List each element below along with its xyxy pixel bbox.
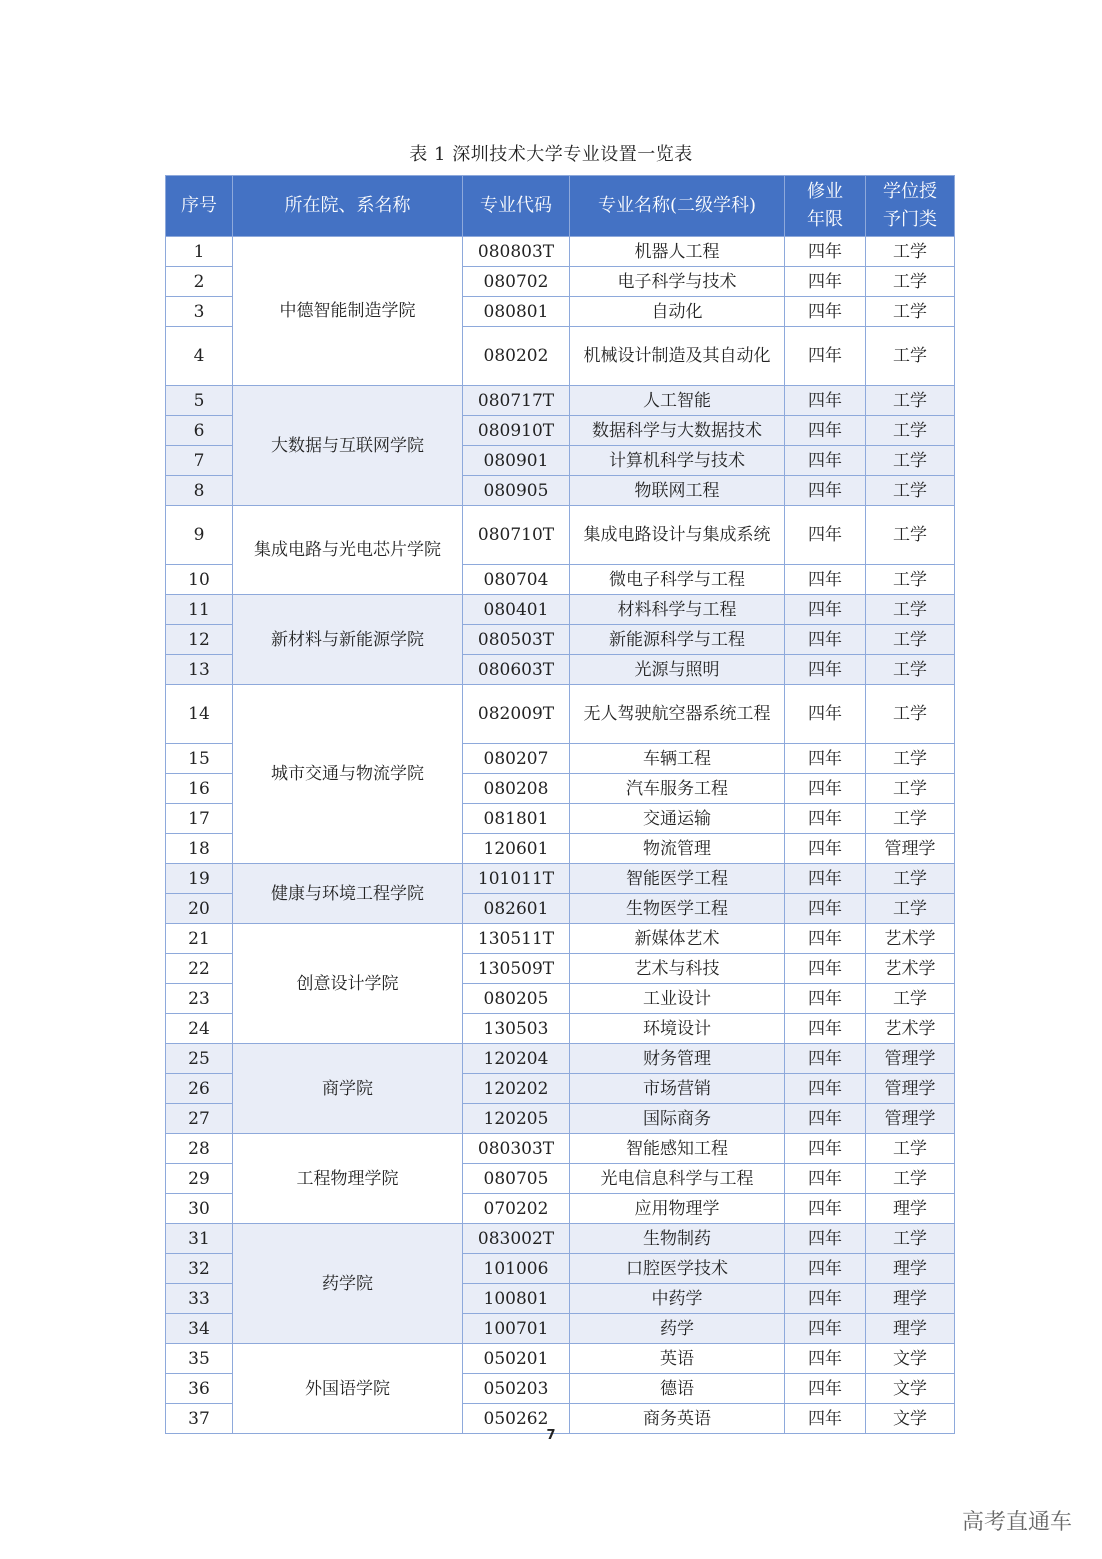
cell-major: 材料科学与工程: [570, 595, 785, 625]
cell-major: 国际商务: [570, 1104, 785, 1134]
cell-no: 30: [166, 1194, 233, 1224]
table-row: [166, 1044, 955, 1074]
header-no: 序号: [166, 176, 233, 237]
cell-no: 17: [166, 804, 233, 834]
cell-code: 120205: [463, 1104, 570, 1134]
cell-no: 29: [166, 1164, 233, 1194]
cell-no: 24: [166, 1014, 233, 1044]
cell-duration: 四年: [785, 685, 866, 744]
cell-duration: 四年: [785, 894, 866, 924]
cell-duration: 四年: [785, 416, 866, 446]
cell-major: 英语: [570, 1344, 785, 1374]
cell-major: 生物医学工程: [570, 894, 785, 924]
cell-duration: 四年: [785, 595, 866, 625]
cell-duration: 四年: [785, 924, 866, 954]
table-row: [166, 685, 955, 744]
cell-code: 101006: [463, 1254, 570, 1284]
header-duration: 修业年限: [785, 176, 866, 237]
cell-no: 28: [166, 1134, 233, 1164]
cell-degree: 文学: [866, 1374, 955, 1404]
table-row: [166, 864, 955, 894]
cell-major: 集成电路设计与集成系统: [570, 506, 785, 565]
cell-no: 33: [166, 1284, 233, 1314]
cell-college: 中德智能制造学院: [233, 237, 463, 386]
cell-degree: 工学: [866, 984, 955, 1014]
cell-major: 自动化: [570, 297, 785, 327]
cell-no: 31: [166, 1224, 233, 1254]
header-degree: 学位授予门类: [866, 176, 955, 237]
cell-college: 工程物理学院: [233, 1134, 463, 1224]
cell-degree: 工学: [866, 237, 955, 267]
cell-college: 药学院: [233, 1224, 463, 1344]
cell-no: 23: [166, 984, 233, 1014]
cell-duration: 四年: [785, 506, 866, 565]
table-row: [166, 924, 955, 954]
cell-no: 5: [166, 386, 233, 416]
cell-no: 26: [166, 1074, 233, 1104]
table-body: [166, 237, 955, 1434]
cell-code: 080208: [463, 774, 570, 804]
cell-duration: 四年: [785, 1104, 866, 1134]
cell-degree: 工学: [866, 864, 955, 894]
cell-degree: 艺术学: [866, 1014, 955, 1044]
cell-major: 智能医学工程: [570, 864, 785, 894]
cell-degree: 理学: [866, 1284, 955, 1314]
table-row: [166, 595, 955, 625]
cell-degree: 工学: [866, 1164, 955, 1194]
cell-duration: 四年: [785, 655, 866, 685]
cell-major: 微电子科学与工程: [570, 565, 785, 595]
cell-degree: 工学: [866, 774, 955, 804]
cell-duration: 四年: [785, 984, 866, 1014]
cell-no: 34: [166, 1314, 233, 1344]
cell-no: 21: [166, 924, 233, 954]
table-header-row: [166, 176, 955, 237]
table-row: [166, 386, 955, 416]
cell-no: 16: [166, 774, 233, 804]
cell-no: 9: [166, 506, 233, 565]
table-caption: 表 1 深圳技术大学专业设置一览表: [409, 144, 693, 165]
cell-duration: 四年: [785, 1284, 866, 1314]
cell-degree: 理学: [866, 1194, 955, 1224]
cell-no: 2: [166, 267, 233, 297]
cell-degree: 工学: [866, 267, 955, 297]
cell-no: 19: [166, 864, 233, 894]
cell-code: 080202: [463, 327, 570, 386]
cell-code: 080710T: [463, 506, 570, 565]
cell-college: 新材料与新能源学院: [233, 595, 463, 685]
cell-degree: 工学: [866, 506, 955, 565]
cell-college: 大数据与互联网学院: [233, 386, 463, 506]
cell-degree: 理学: [866, 1254, 955, 1284]
cell-duration: 四年: [785, 1344, 866, 1374]
cell-major: 机械设计制造及其自动化: [570, 327, 785, 386]
cell-no: 10: [166, 565, 233, 595]
cell-no: 14: [166, 685, 233, 744]
cell-duration: 四年: [785, 834, 866, 864]
cell-major: 物联网工程: [570, 476, 785, 506]
cell-code: 080401: [463, 595, 570, 625]
cell-college: 商学院: [233, 1044, 463, 1134]
cell-degree: 工学: [866, 297, 955, 327]
cell-duration: 四年: [785, 625, 866, 655]
cell-major: 数据科学与大数据技术: [570, 416, 785, 446]
cell-major: 无人驾驶航空器系统工程: [570, 685, 785, 744]
cell-code: 120601: [463, 834, 570, 864]
cell-no: 1: [166, 237, 233, 267]
cell-major: 药学: [570, 1314, 785, 1344]
cell-code: 080207: [463, 744, 570, 774]
cell-degree: 工学: [866, 595, 955, 625]
cell-code: 080803T: [463, 237, 570, 267]
cell-major: 艺术与科技: [570, 954, 785, 984]
cell-code: 100701: [463, 1314, 570, 1344]
cell-code: 080901: [463, 446, 570, 476]
cell-degree: 工学: [866, 565, 955, 595]
watermark: 高考直通车: [961, 1510, 1072, 1535]
cell-major: 汽车服务工程: [570, 774, 785, 804]
cell-code: 080205: [463, 984, 570, 1014]
cell-code: 080704: [463, 565, 570, 595]
cell-code: 080603T: [463, 655, 570, 685]
header-college: 所在院、系名称: [233, 176, 463, 237]
cell-no: 18: [166, 834, 233, 864]
cell-degree: 文学: [866, 1404, 955, 1434]
cell-degree: 工学: [866, 476, 955, 506]
cell-code: 130503: [463, 1014, 570, 1044]
cell-code: 080905: [463, 476, 570, 506]
cell-major: 商务英语: [570, 1404, 785, 1434]
cell-major: 物流管理: [570, 834, 785, 864]
cell-no: 27: [166, 1104, 233, 1134]
cell-no: 12: [166, 625, 233, 655]
cell-college: 集成电路与光电芯片学院: [233, 506, 463, 595]
cell-no: 25: [166, 1044, 233, 1074]
cell-code: 050203: [463, 1374, 570, 1404]
cell-major: 中药学: [570, 1284, 785, 1314]
cell-duration: 四年: [785, 864, 866, 894]
table-row: [166, 506, 955, 565]
cell-major: 人工智能: [570, 386, 785, 416]
cell-duration: 四年: [785, 1314, 866, 1344]
cell-degree: 管理学: [866, 834, 955, 864]
cell-major: 环境设计: [570, 1014, 785, 1044]
cell-degree: 工学: [866, 625, 955, 655]
table-row: [166, 237, 955, 267]
cell-major: 德语: [570, 1374, 785, 1404]
cell-code: 120202: [463, 1074, 570, 1104]
table-row: [166, 1344, 955, 1374]
cell-no: 4: [166, 327, 233, 386]
cell-no: 13: [166, 655, 233, 685]
cell-degree: 工学: [866, 894, 955, 924]
cell-duration: 四年: [785, 1374, 866, 1404]
page-number: 7: [546, 1428, 556, 1443]
cell-college: 外国语学院: [233, 1344, 463, 1434]
cell-code: 082601: [463, 894, 570, 924]
cell-degree: 文学: [866, 1344, 955, 1374]
cell-code: 070202: [463, 1194, 570, 1224]
cell-duration: 四年: [785, 446, 866, 476]
cell-degree: 工学: [866, 1224, 955, 1254]
cell-no: 35: [166, 1344, 233, 1374]
cell-duration: 四年: [785, 744, 866, 774]
cell-duration: 四年: [785, 1254, 866, 1284]
cell-duration: 四年: [785, 476, 866, 506]
cell-college: 城市交通与物流学院: [233, 685, 463, 864]
cell-code: 080717T: [463, 386, 570, 416]
cell-duration: 四年: [785, 1044, 866, 1074]
cell-degree: 工学: [866, 685, 955, 744]
cell-degree: 工学: [866, 655, 955, 685]
cell-code: 080503T: [463, 625, 570, 655]
cell-code: 050201: [463, 1344, 570, 1374]
majors-table: [165, 175, 955, 1434]
cell-duration: 四年: [785, 327, 866, 386]
cell-degree: 工学: [866, 744, 955, 774]
cell-major: 财务管理: [570, 1044, 785, 1074]
cell-no: 36: [166, 1374, 233, 1404]
cell-degree: 工学: [866, 446, 955, 476]
cell-code: 083002T: [463, 1224, 570, 1254]
cell-degree: 理学: [866, 1314, 955, 1344]
cell-no: 32: [166, 1254, 233, 1284]
cell-duration: 四年: [785, 1224, 866, 1254]
cell-no: 7: [166, 446, 233, 476]
cell-duration: 四年: [785, 565, 866, 595]
cell-code: 050262: [463, 1404, 570, 1434]
cell-duration: 四年: [785, 386, 866, 416]
cell-no: 6: [166, 416, 233, 446]
cell-duration: 四年: [785, 237, 866, 267]
cell-degree: 管理学: [866, 1104, 955, 1134]
cell-degree: 艺术学: [866, 954, 955, 984]
cell-duration: 四年: [785, 1134, 866, 1164]
cell-major: 电子科学与技术: [570, 267, 785, 297]
cell-degree: 艺术学: [866, 924, 955, 954]
cell-major: 口腔医学技术: [570, 1254, 785, 1284]
cell-degree: 工学: [866, 386, 955, 416]
cell-no: 37: [166, 1404, 233, 1434]
cell-major: 智能感知工程: [570, 1134, 785, 1164]
cell-code: 101011T: [463, 864, 570, 894]
cell-college: 健康与环境工程学院: [233, 864, 463, 924]
cell-duration: 四年: [785, 1194, 866, 1224]
cell-duration: 四年: [785, 804, 866, 834]
cell-major: 光电信息科学与工程: [570, 1164, 785, 1194]
cell-duration: 四年: [785, 1074, 866, 1104]
cell-major: 车辆工程: [570, 744, 785, 774]
cell-degree: 工学: [866, 804, 955, 834]
cell-major: 生物制药: [570, 1224, 785, 1254]
cell-degree: 工学: [866, 416, 955, 446]
cell-duration: 四年: [785, 297, 866, 327]
cell-code: 080910T: [463, 416, 570, 446]
cell-no: 22: [166, 954, 233, 984]
cell-major: 市场营销: [570, 1074, 785, 1104]
cell-major: 交通运输: [570, 804, 785, 834]
cell-degree: 工学: [866, 327, 955, 386]
cell-degree: 管理学: [866, 1074, 955, 1104]
cell-major: 新媒体艺术: [570, 924, 785, 954]
header-major: 专业名称(二级学科): [570, 176, 785, 237]
table-row: [166, 1134, 955, 1164]
cell-duration: 四年: [785, 954, 866, 984]
cell-major: 应用物理学: [570, 1194, 785, 1224]
cell-college: 创意设计学院: [233, 924, 463, 1044]
cell-code: 130509T: [463, 954, 570, 984]
cell-major: 光源与照明: [570, 655, 785, 685]
cell-degree: 工学: [866, 1134, 955, 1164]
cell-code: 081801: [463, 804, 570, 834]
cell-code: 080705: [463, 1164, 570, 1194]
cell-code: 120204: [463, 1044, 570, 1074]
cell-duration: 四年: [785, 1164, 866, 1194]
header-code: 专业代码: [463, 176, 570, 237]
cell-duration: 四年: [785, 774, 866, 804]
cell-major: 新能源科学与工程: [570, 625, 785, 655]
cell-degree: 管理学: [866, 1044, 955, 1074]
cell-major: 计算机科学与技术: [570, 446, 785, 476]
cell-no: 8: [166, 476, 233, 506]
table-row: [166, 1224, 955, 1254]
cell-duration: 四年: [785, 1014, 866, 1044]
cell-major: 工业设计: [570, 984, 785, 1014]
cell-no: 20: [166, 894, 233, 924]
cell-no: 15: [166, 744, 233, 774]
cell-no: 11: [166, 595, 233, 625]
cell-code: 080702: [463, 267, 570, 297]
cell-no: 3: [166, 297, 233, 327]
cell-duration: 四年: [785, 267, 866, 297]
cell-code: 082009T: [463, 685, 570, 744]
cell-duration: 四年: [785, 1404, 866, 1434]
cell-code: 130511T: [463, 924, 570, 954]
cell-code: 080303T: [463, 1134, 570, 1164]
cell-code: 100801: [463, 1284, 570, 1314]
cell-code: 080801: [463, 297, 570, 327]
cell-major: 机器人工程: [570, 237, 785, 267]
